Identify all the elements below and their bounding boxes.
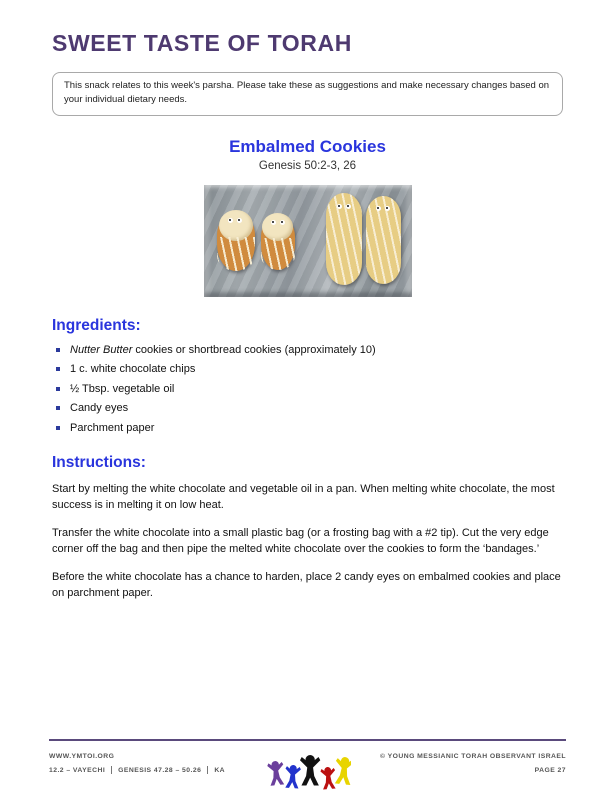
candy-eye [237, 218, 242, 223]
ingredient-item [56, 363, 563, 375]
footer-right-block [380, 750, 566, 777]
footer-separator [207, 766, 208, 774]
icing-head [262, 213, 293, 241]
footer-lesson-info [49, 764, 225, 778]
mummy-cookie-large-2 [366, 196, 401, 284]
instruction-paragraph: Transfer the white chocolate into a small plastic bag (or a frosting bag with a #2 tip). Cut the very edge corner off the bag and then pipe the melted white chocolate over the cookies to form the ‘bandages.’ [52, 526, 549, 555]
candy-eye [337, 204, 342, 209]
footer-scripture-range: GENESIS 47.28 – 50.26 [118, 766, 202, 774]
candy-eye [385, 206, 390, 211]
ingredient-brand: Nutter Butter [70, 343, 133, 356]
ingredient-item [56, 422, 563, 434]
ingredient-text: cookies or shortbread cookies (approximately 10) [132, 343, 376, 356]
ingredient-item [56, 402, 563, 414]
footer-page-number: PAGE 27 [534, 766, 566, 774]
icing-drizzle [326, 193, 362, 285]
footer-lesson: 12.2 – VAYECHI [49, 766, 106, 774]
ymtoi-dancers-logo-icon [265, 749, 351, 792]
scripture-reference: Genesis 50:2-3, 26 [258, 159, 357, 172]
icing-drizzle [366, 196, 401, 284]
ingredient-text: Candy eyes [70, 402, 129, 414]
page-footer [49, 739, 566, 777]
icing-drizzle [261, 238, 295, 269]
mummy-cookie-large-1 [326, 193, 362, 285]
note-box [52, 72, 563, 116]
ingredient-text: ½ Tbsp. vegetable oil [70, 382, 175, 395]
page-title: SWEET TASTE OF TORAH [52, 30, 352, 56]
mummy-cookie-small-1 [217, 213, 255, 271]
footer-left-block [49, 750, 225, 777]
icing-head [219, 210, 253, 241]
candy-eye [376, 206, 381, 211]
icing-drizzle [217, 237, 255, 271]
ingredient-item [56, 344, 563, 356]
footer-author-initials: KA [214, 766, 226, 774]
candy-eye [280, 220, 285, 225]
ingredients-heading: Ingredients: [52, 316, 141, 334]
footer-divider [49, 739, 566, 741]
instructions-heading: Instructions: [52, 453, 146, 471]
ingredient-item [56, 383, 563, 395]
candy-eye [228, 218, 233, 223]
footer-separator [111, 766, 112, 774]
ingredient-text: 1 c. white chocolate chips [70, 363, 196, 375]
recipe-title: Embalmed Cookies [229, 136, 386, 156]
instruction-paragraph: Start by melting the white chocolate and vegetable oil in a pan. When melting white chocolate, the most success is in melting it on low heat. [52, 482, 555, 511]
instruction-paragraph: Before the white chocolate has a chance to harden, place 2 candy eyes on embalmed cookies and place on parchment paper. [52, 570, 561, 599]
ingredients-list [56, 344, 563, 434]
footer-copyright: © YOUNG MESSIANIC TORAH OBSERVANT ISRAEL [379, 753, 566, 760]
ingredient-text: Parchment paper [70, 421, 155, 434]
footer-website: WWW.YMTOI.ORG [49, 753, 115, 760]
note-text: This snack relates to this week's parsha. Please take these as suggestions and make necessary changes based on your individual dietary needs. [64, 80, 550, 106]
mummy-cookie-small-2 [261, 216, 295, 270]
recipe-photo [204, 185, 412, 297]
candy-eye [271, 220, 276, 225]
candy-eye [346, 204, 351, 209]
